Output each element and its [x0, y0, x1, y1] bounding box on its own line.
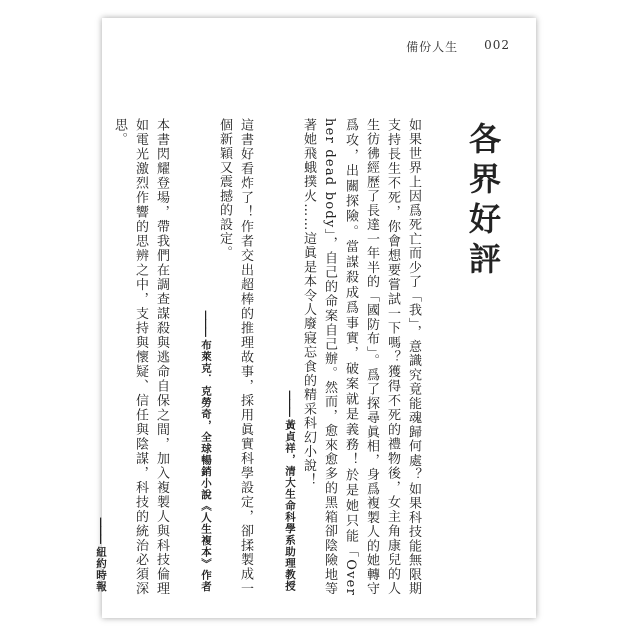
review-2 [198, 118, 256, 596]
section-title: 各界好評 [464, 122, 502, 282]
review-1 [282, 118, 424, 596]
running-title: 備份人生 [406, 40, 459, 54]
review-credit: ——— 紐約時報 [93, 118, 109, 596]
review-3 [93, 118, 172, 596]
review-credit: ——— 黃貞祥，清大生命科學系助理教授 [282, 118, 298, 596]
page-header [406, 38, 510, 55]
review-credit: ——— 布萊克．克勞奇，全球暢銷小說《人生複本》作者 [198, 118, 214, 596]
page-body [95, 118, 506, 596]
review-text: 如果世界上因爲死亡而少了「我」，意識究竟能魂歸何處？如果科技能無限期支持長生不死，你會想要嘗試一下嗎？獲得不死的禮物後，女主角康兒的人生彷彿經歷了長達一年半的「國防布」。爲了探尋眞相，身爲複製人的她轉守爲攻，出關探險。當謀殺成爲事實，破案就是義務！於是她只能「Over her dead body」，自己的命案自己辦。然而，愈來愈多的黑箱卻陰險地等著她飛蛾撲火……這眞是本令人廢寢忘食的精采科幻小說！ [301, 118, 421, 596]
book-page [95, 18, 536, 618]
review-text: 本書閃耀登場，帶我們在調查謀殺與逃命自保之間，加入複製人與科技倫理如電光激烈作響的思辨之中，支持與懷疑、信任與陰謀，科技的統治必須深思。 [112, 118, 169, 596]
page-number: 002 [484, 38, 510, 52]
review-text: 這書好看炸了！作者交出超棒的推理故事，採用眞實科學設定，卻揉製成一個新穎又震撼的設定。 [217, 118, 253, 596]
